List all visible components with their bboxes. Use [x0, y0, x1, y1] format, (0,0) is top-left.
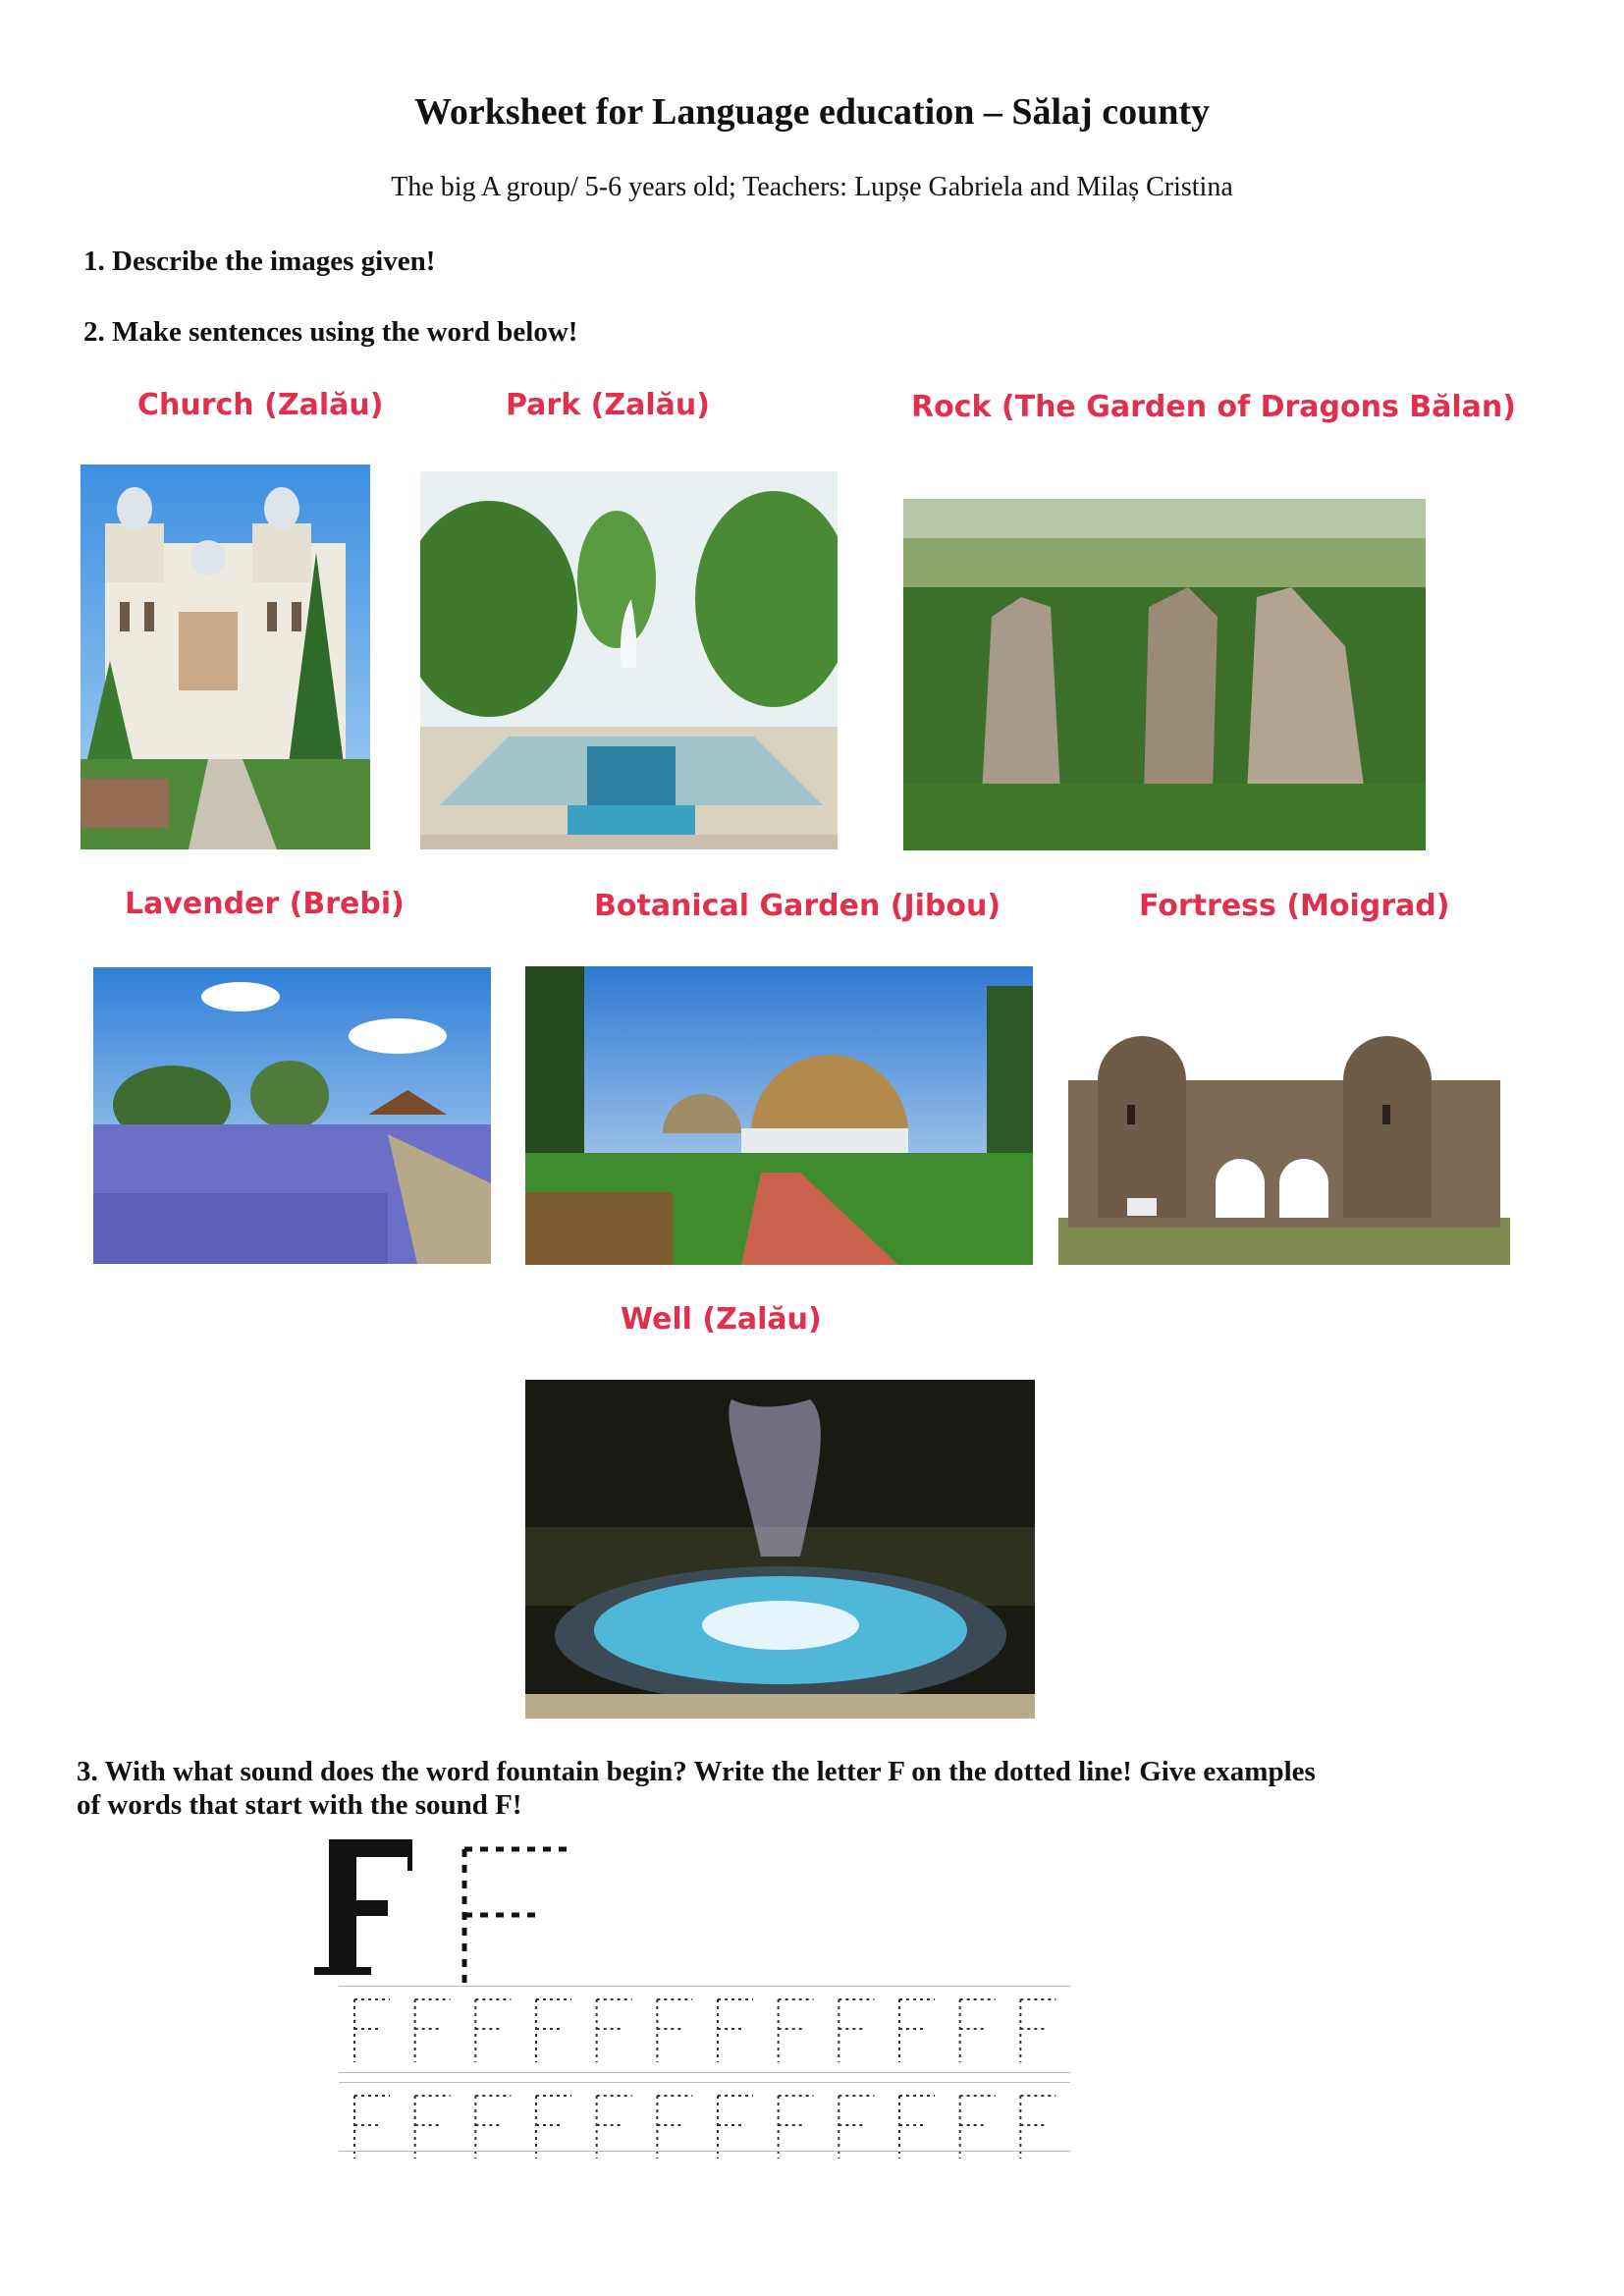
task-3-instruction-line1: 3. With what sound does the word fountain begin? Write the letter F on the dotted line! Give examples — [77, 1756, 1316, 1787]
trace-letter-f — [536, 2096, 571, 2159]
page-subtitle: The big A group/ 5-6 years old; Teachers: Lupșe Gabriela and Milaș Cristina — [391, 172, 1233, 202]
trace-letter-f — [1020, 1999, 1056, 2062]
botanical-garden-photo — [525, 966, 1033, 1265]
trace-letter-f — [415, 2096, 451, 2159]
park-photo — [420, 471, 838, 849]
well-fountain-photo — [525, 1380, 1035, 1719]
page-title: Worksheet for Language education – Sălaj county — [413, 91, 1210, 133]
trace-letter-f — [899, 2096, 935, 2159]
trace-letter-f — [1020, 2096, 1056, 2159]
trace-letter-f — [597, 2096, 632, 2159]
lavender-photo — [93, 967, 491, 1264]
trace-letter-f — [960, 1999, 996, 2062]
trace-letter-f — [597, 1999, 632, 2062]
trace-letter-f — [354, 1999, 390, 2062]
task-3-instruction-line2: of words that start with the sound F! — [77, 1789, 522, 1821]
trace-letter-f — [960, 2096, 996, 2159]
trace-letter-f — [415, 1999, 451, 2062]
trace-letter-f — [657, 1999, 692, 2062]
practice-row-2[interactable] — [349, 2088, 1075, 2166]
letter-f-dotted-trace — [457, 1841, 574, 1989]
caption-park: Park (Zalău) — [506, 388, 710, 422]
trace-letter-f — [839, 2096, 874, 2159]
task-1-instruction: 1. Describe the images given! — [83, 246, 436, 277]
trace-letter-f — [779, 2096, 814, 2159]
trace-letter-f — [899, 1999, 935, 2062]
caption-well: Well (Zalău) — [621, 1302, 822, 1337]
practice-line-2-top — [339, 2082, 1070, 2083]
trace-letter-f — [779, 1999, 814, 2062]
caption-lavender: Lavender (Brebi) — [125, 887, 405, 921]
trace-letter-f — [475, 1999, 511, 2062]
trace-letter-f — [475, 2096, 511, 2159]
trace-letter-f — [354, 2096, 390, 2159]
letter-f-model — [314, 1822, 422, 1984]
church-photo — [81, 465, 370, 849]
trace-letter-f — [536, 1999, 571, 2062]
practice-line-1-bottom — [339, 2072, 1070, 2073]
task-2-instruction: 2. Make sentences using the word below! — [83, 316, 578, 348]
caption-botanical: Botanical Garden (Jibou) — [594, 889, 1001, 923]
trace-letter-f — [657, 2096, 692, 2159]
caption-fortress: Fortress (Moigrad) — [1139, 889, 1450, 923]
trace-letter-f — [718, 2096, 753, 2159]
trace-letter-f — [718, 1999, 753, 2062]
trace-letter-f — [839, 1999, 874, 2062]
practice-line-1-top — [339, 1986, 1070, 1987]
fortress-photo — [1058, 1011, 1510, 1265]
caption-rock: Rock (The Garden of Dragons Bălan) — [911, 390, 1516, 424]
rock-photo — [903, 499, 1426, 850]
practice-row-1[interactable] — [349, 1992, 1075, 2070]
practice-line-2-bottom — [339, 2151, 1070, 2152]
caption-church: Church (Zalău) — [137, 388, 384, 422]
